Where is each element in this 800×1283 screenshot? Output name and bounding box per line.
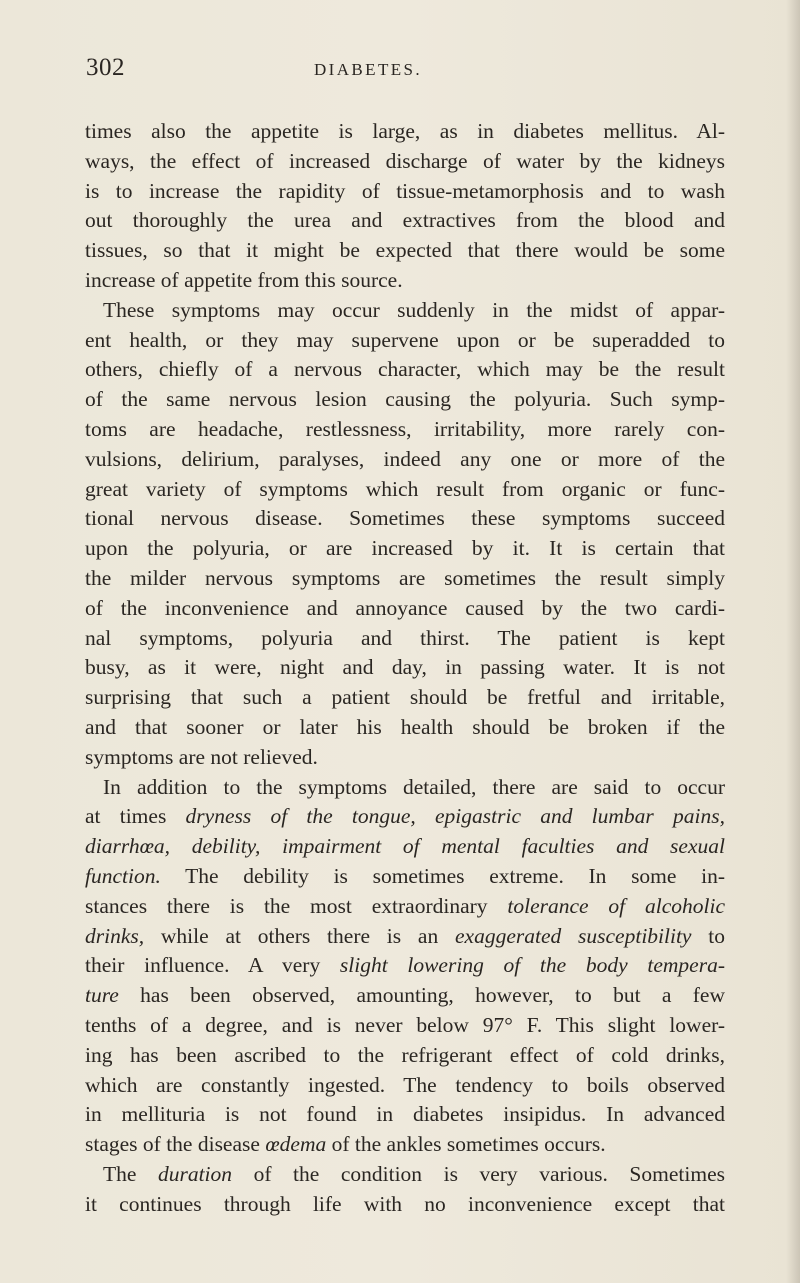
italic-text-run: ture bbox=[85, 983, 119, 1008]
italic-text-run: diarrhœa, debility, impairment of mental faculties and sexual bbox=[85, 834, 725, 859]
text-line bbox=[85, 743, 725, 773]
text-run: vulsions, delirium, paralyses, indeed any one or more of the bbox=[85, 446, 725, 471]
text-line bbox=[85, 236, 725, 266]
italic-text-run: duration bbox=[157, 1161, 233, 1186]
text-run: ing has been ascribed to the refrigerant effect of cold drinks, bbox=[85, 1042, 725, 1067]
text-line bbox=[85, 1160, 725, 1190]
text-line bbox=[85, 1100, 725, 1130]
italic-text-run: dryness of the tongue, epigastric and lumbar pains, bbox=[185, 804, 725, 829]
running-head bbox=[0, 54, 800, 84]
text-line bbox=[85, 683, 725, 713]
text-run: to bbox=[691, 923, 725, 948]
text-line bbox=[85, 147, 725, 177]
text-line bbox=[85, 624, 725, 654]
text-line bbox=[85, 415, 725, 445]
text-run: nal symptoms, polyuria and thirst. The patient is kept bbox=[85, 625, 725, 650]
text-run: stages of the disease bbox=[85, 1132, 266, 1157]
italic-text-run: exaggerated susceptibility bbox=[454, 923, 692, 948]
text-run: surprising that such a patient should be fretful and irritable, bbox=[85, 685, 725, 710]
italic-text-run: slight lowering of the body tempera- bbox=[339, 953, 725, 978]
text-line bbox=[85, 892, 725, 922]
text-run: busy, as it were, night and day, in passing water. It is not bbox=[85, 655, 725, 680]
text-run: The bbox=[103, 1161, 158, 1186]
text-line bbox=[85, 355, 725, 385]
text-line bbox=[85, 594, 725, 624]
text-line bbox=[85, 981, 725, 1011]
body-text bbox=[85, 117, 725, 1219]
text-run: which are constantly ingested. The tendency to boils observed bbox=[85, 1072, 725, 1097]
text-run: out thoroughly the urea and extractives from the blood and bbox=[85, 208, 725, 233]
italic-text-run: œdema bbox=[265, 1132, 327, 1157]
text-run: times also the appetite is large, as in diabetes mellitus. Al- bbox=[85, 119, 725, 143]
text-line bbox=[85, 1011, 725, 1041]
text-run: The debility is sometimes extreme. In some in- bbox=[160, 863, 725, 888]
italic-text-run: tolerance of alcoholic bbox=[507, 893, 726, 918]
text-line bbox=[85, 832, 725, 862]
text-run: symptoms are not relieved. bbox=[85, 744, 318, 769]
text-run: is to increase the rapidity of tissue-metamorphosis and to wash bbox=[85, 178, 725, 203]
text-line bbox=[85, 862, 725, 892]
text-line bbox=[85, 475, 725, 505]
text-run: while at others there is an bbox=[144, 923, 455, 948]
text-line bbox=[85, 326, 725, 356]
italic-text-run: drinks, bbox=[85, 923, 145, 948]
text-line bbox=[85, 206, 725, 236]
page-edge-shadow bbox=[786, 0, 800, 1283]
text-run: upon the polyuria, or are increased by it. It is certain that bbox=[85, 536, 725, 561]
text-run: of the ankles sometimes occurs. bbox=[326, 1132, 606, 1157]
text-run: of the inconvenience and annoyance caused by the two cardi- bbox=[85, 595, 725, 620]
text-line bbox=[85, 564, 725, 594]
text-line bbox=[85, 504, 725, 534]
text-run: stances there is the most extraordinary bbox=[85, 893, 508, 918]
running-title: DIABETES. bbox=[314, 60, 423, 79]
text-line bbox=[85, 1071, 725, 1101]
text-line bbox=[85, 177, 725, 207]
text-line bbox=[85, 1041, 725, 1071]
text-run: ways, the effect of increased discharge of water by the kidneys bbox=[85, 148, 725, 173]
text-run: great variety of symptoms which result from organic or func- bbox=[85, 476, 725, 501]
text-run: and that sooner or later his health should be broken if the bbox=[85, 714, 725, 739]
text-line bbox=[85, 802, 725, 832]
text-line bbox=[85, 534, 725, 564]
text-run: These symptoms may occur suddenly in the midst of appar- bbox=[103, 297, 725, 322]
text-run: in mellituria is not found in diabetes insipidus. In advanced bbox=[85, 1102, 725, 1127]
text-line bbox=[85, 445, 725, 475]
text-run: of the same nervous lesion causing the polyuria. Such symp- bbox=[85, 387, 725, 412]
text-run: toms are headache, restlessness, irritability, more rarely con- bbox=[85, 416, 725, 441]
text-line bbox=[85, 922, 725, 952]
text-run: their influence. A very bbox=[85, 953, 340, 978]
italic-text-run: function. bbox=[85, 863, 161, 888]
page-number: 302 bbox=[86, 54, 125, 81]
text-line bbox=[85, 385, 725, 415]
text-run: tional nervous disease. Sometimes these symptoms succeed bbox=[85, 506, 725, 531]
text-run: tenths of a degree, and is never below 97° F. This slight lower- bbox=[85, 1012, 725, 1037]
text-run: In addition to the symptoms detailed, there are said to occur bbox=[103, 774, 725, 799]
text-run: the milder nervous symptoms are sometimes the result simply bbox=[85, 565, 725, 590]
text-run: tissues, so that it might be expected that there would be some bbox=[85, 238, 725, 263]
text-run: has been observed, amounting, however, to but a few bbox=[118, 983, 725, 1008]
text-line bbox=[85, 773, 725, 803]
text-run: it continues through life with no inconvenience except that bbox=[85, 1191, 725, 1216]
text-run: increase of appetite from this source. bbox=[85, 267, 403, 292]
text-run: ent health, or they may supervene upon or be superadded to bbox=[85, 327, 725, 352]
text-line bbox=[85, 296, 725, 326]
text-line bbox=[85, 713, 725, 743]
text-run: others, chiefly of a nervous character, which may be the result bbox=[85, 357, 725, 382]
text-run: of the condition is very various. Sometimes bbox=[232, 1161, 725, 1186]
text-line bbox=[85, 117, 725, 147]
text-line bbox=[85, 1130, 725, 1160]
text-run: at times bbox=[85, 804, 186, 829]
text-line bbox=[85, 1190, 725, 1220]
text-line bbox=[85, 653, 725, 683]
text-line bbox=[85, 951, 725, 981]
text-line bbox=[85, 266, 725, 296]
